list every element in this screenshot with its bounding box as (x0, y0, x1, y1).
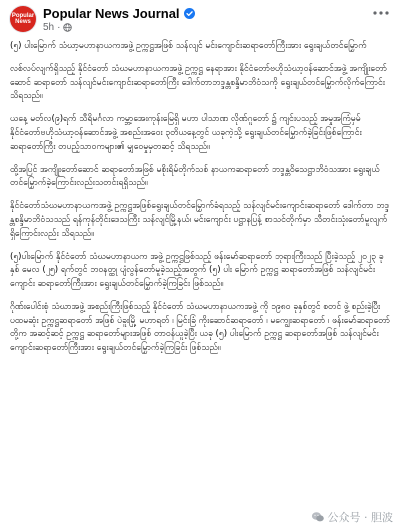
post-paragraph: ယနေ့ မတ်လ(၉)ရက် သီရိမင်္ဂလာ ကမ္ဘာ့အေးကုန်းမြေရှိ မဟာ ပါသာဏ လိုဏ်ဂူတော် ၌ ကျင်းပသည့် အမှုအကြံမှမ် နိုင်ငံတော်ဗဟိုသံဃာ့ဝန်ဆောင်အဖွဲ့ အစည်းအဝေး ၃တိယနေ့တွင် ယခုကဲ့သို့ ရွေးချယ်တင်မြှောက်ခဲ့ခြင်းဖြစ်ကြောင်း ဆရာတော်ကြီး တပည့်သာဝကများ၏ မျှဝေမှုမှတဆင့် သိရသည်။ (10, 114, 362, 152)
separator-dot: · (57, 21, 61, 33)
post-paragraph: လစ်လပ်လျက်ရှိသည့် နိုင်ငံတော် သံဃမဟာနာယကအဖွဲ့ ဥက္ကဋ္ဌ နေရာအား နိုင်ငံတော်ဗဟိုသံဃာ့ဝန်ဆောင်အဖွဲ့ အကျိုးတော်ဆောင် ဆရာတော် သန်လျင်မင်းကျောင်းဆရာတော်ကြီး ဒေါက်တာဘဒ္ဒန္တစန္ဒိမာဘိဝံသကို ရွေးချယ်တင်မြှောက်လိုက်ကြောင်း သိရသည်။ (10, 64, 387, 102)
watermark (311, 509, 394, 525)
watermark-text: 公众号 · 胆波 (327, 511, 393, 524)
post-paragraph: နိုင်ငံတော်သံဃမဟာနာယကအဖွဲ့ ဥက္ကဋ္ဌအဖြစ်ရွေးချယ်တင်မြှောက်ခံရသည့် သန်လျင်မင်းကျောင်းဆရာတော် ဒေါက်တာ ဘဒ္ဒန္တစန္ဒိမာဘိဝံသသည် ရန်ကုန်တိုင်းဒေသကြီး သန်လျင်မြို့နယ်၊ မင်းကျောင်း ပဋ္ဌာနပြန့် စာသင်တိုက်မှာ သီတင်းသုံးတော်မူလျက်ရှိကြောင်းလည်း သိရသည်။ (10, 201, 390, 239)
verified-badge-icon (184, 8, 195, 19)
page-name-link[interactable]: Popular News Journal (43, 5, 180, 21)
post-paragraph: (၅)ပါးမြောက် နိုင်ငံတော် သံဃမဟာနာယက အဖွဲ့ ဥက္ကဋ္ဌဖြစ်သည့် ဖန်းမော်ဆရာတော် ဘုရားကြီးသည် ပြီးခဲ့သည့် ၂၀၂၃ ခုနှစ် မေလ (၂၅) ရက်တွင် ဘဝနတ္ထု ပျံလွန်တော်မူခဲ့သည့်အတွက် (၅) ပါး မြောက် ဥက္ကဋ္ဌ ဆရာတော်အဖြစ် သန်လျင်မင်းကျောင်း ဆရာတော်ကြီးအား ရွေးချယ်တင်မြှောက်ခဲ့ကြခြင်း ဖြစ်သည်။ (10, 251, 384, 289)
post-body (10, 40, 391, 355)
post-paragraph: ဂိုဏ်းပေါင်းစုံ သံဃာအဖွဲ့ အစည်းကြီးဖြစ်သည့် နိုင်ငံတော် သံဃမဟာနာယကအဖွဲ့ ကို ၁၉၈၀ ခုနှစ်တွင် စတင် ဖွဲ့ စည်းခဲ့ပြီး ပထမဆုံး ဥက္ကဋ္ဌဆရာတော် အဖြစ် ပဲခူးမြို့ မဟာရတ် ၊ မြင်းခြံ ကိုးဆောင်ဆရာတော် ၊ မကျွေးဆရာတော် ၊ ဖန်းမော်ဆရာတော်တို့က အဆင့်ဆင့် ဥက္ကဋ္ဌ ဆရာတော်များအဖြစ် တာဝန်ယူခဲ့ပြီး ယခု (၅) ပါးမြောက် ဥက္ကဋ္ဌ ဆရာတော်အဖြစ် သန်လျင်မင်းကျောင်းဆရာတော်ကြီးအား ရွေးချယ်တင်မြှောက်ခဲ့ကြခြင်း ဖြစ်သည်။ (10, 301, 391, 353)
post-timestamp[interactable]: 5h (43, 21, 55, 33)
more-options-icon[interactable] (373, 10, 389, 16)
globe-icon[interactable] (63, 23, 72, 32)
post-paragraph-headline: (၅) ပါးမြောက် သံဃာ့မဟာနာယကအဖွဲ့ ဥက္ကဋ္ဌအဖြစ် သန်လျင် မင်းကျောင်းဆရာတော်ကြီးအား ရွေးချယ်တင်မြှောက် (10, 41, 367, 51)
avatar-logo-text: Popular News (11, 13, 35, 25)
page-avatar[interactable] (10, 6, 36, 32)
post-paragraph: ထို့အပြင် အကျိုးတော်ဆောင် ဆရာတော်အဖြစ် မစိုးရိမ်တိုက်သစ် နာယကဆရာတော် ဘဒ္ဒန္တဝိသေဋ္ဌာဘိဝံသအား ရွေးချယ်တင်မြှောက်ခဲ့ကြောင်းလည်းသတင်းရရှိသည်။ (10, 164, 380, 189)
post-header (10, 6, 391, 32)
wechat-icon (311, 510, 325, 524)
timestamp-row (43, 22, 195, 33)
post-meta (43, 6, 195, 33)
name-row (43, 6, 195, 21)
